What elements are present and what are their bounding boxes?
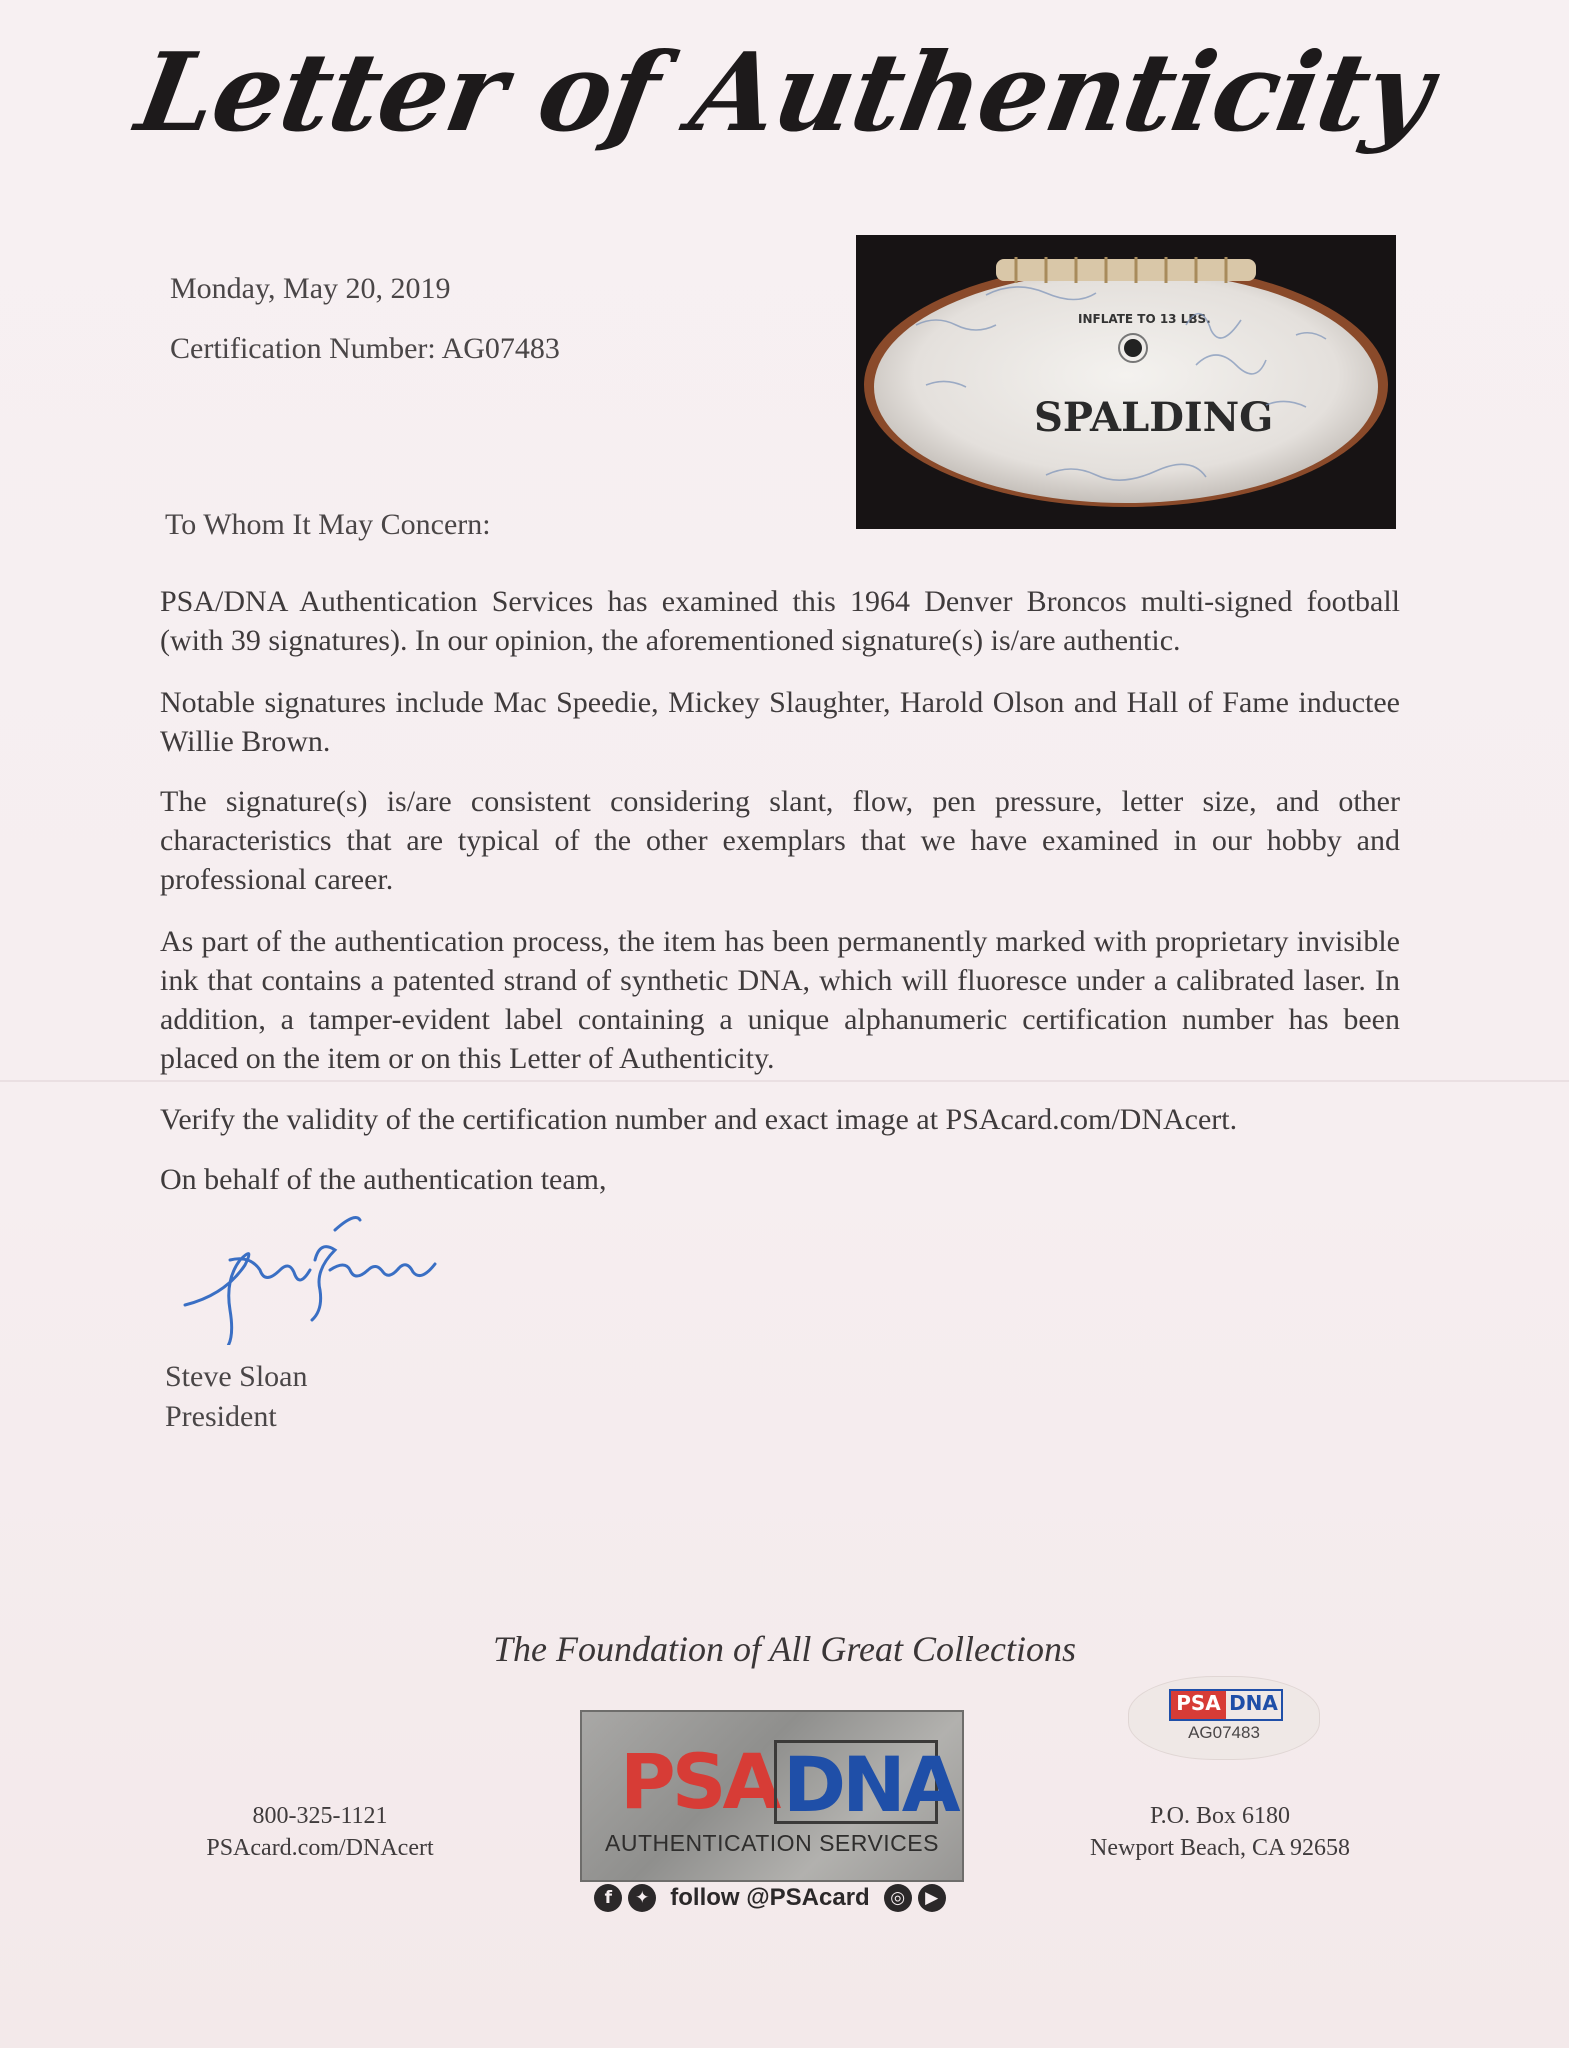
logo-subtitle: AUTHENTICATION SERVICES: [605, 1830, 939, 1856]
paragraph-closing: On behalf of the authentication team,: [160, 1163, 607, 1196]
letter-date: Monday, May 20, 2019: [170, 272, 451, 305]
salutation: To Whom It May Concern:: [165, 508, 491, 541]
psa-dna-hologram-logo: [580, 1710, 964, 1882]
logo-psa-text: PSA: [620, 1737, 778, 1826]
sticker-dna-text: DNA: [1229, 1691, 1278, 1715]
letter-title: Letter of Authenticity: [128, 30, 1441, 156]
signer-name: Steve Sloan: [165, 1360, 308, 1393]
football-brand-text: SPALDING: [1034, 394, 1274, 441]
signer-title: President: [165, 1400, 277, 1433]
footer-tagline: The Foundation of All Great Collections: [493, 1629, 1076, 1669]
follow-handle[interactable]: follow @PSAcard: [670, 1884, 870, 1911]
footer-contact-left: [160, 1800, 480, 1864]
certification-sticker: [1128, 1676, 1320, 1760]
handwritten-signature: [175, 1215, 475, 1345]
football-photo: [856, 235, 1396, 529]
twitter-icon[interactable]: ✦: [628, 1884, 656, 1912]
youtube-icon[interactable]: ▶: [918, 1884, 946, 1912]
sticker-psa-text: PSA: [1171, 1691, 1226, 1719]
footer-phone: 800-325-1121: [252, 1803, 388, 1829]
football-inflate-text: INFLATE TO 13 LBS.: [1078, 312, 1211, 326]
paragraph-examination: PSA/DNA Authentication Services has examined this 1964 Denver Broncos multi-signed football (with 39 signatures). In our opinion, the aforementioned signature(s) is/are authentic.: [160, 585, 1400, 657]
paragraph-dna-process: As part of the authentication process, the item has been permanently marked with proprietary invisible ink that contains a patented strand of synthetic DNA, which will fluoresce under a calibrated laser. In addition, a tamper-evident label containing a unique alphanumeric certification number has been placed on the item or on this Letter of Authenticity.: [160, 925, 1400, 1075]
paragraph-verify: Verify the validity of the certification number and exact image at PSAcard.com/DNAcert.: [160, 1103, 1238, 1136]
instagram-icon[interactable]: ◎: [884, 1884, 912, 1912]
sticker-cert-number: AG07483: [1188, 1723, 1260, 1742]
sticker-logo: [1169, 1689, 1283, 1721]
paragraph-notable-signatures: Notable signatures include Mac Speedie, Mickey Slaughter, Harold Olson and Hall of Fame inductee Willie Brown.: [160, 686, 1400, 758]
footer-contact-right: [1060, 1800, 1380, 1864]
facebook-icon[interactable]: f: [594, 1884, 622, 1912]
paper-fold-line: [0, 1080, 1569, 1082]
footer-website[interactable]: PSAcard.com/DNAcert: [206, 1835, 434, 1861]
social-follow-bar: [590, 1880, 950, 1916]
footer-city: Newport Beach, CA 92658: [1090, 1835, 1350, 1861]
logo-dna-text: DNA: [774, 1740, 938, 1824]
football-image: [856, 235, 1396, 529]
certification-number: Certification Number: AG07483: [170, 332, 560, 365]
paragraph-consistency: The signature(s) is/are consistent considering slant, flow, pen pressure, letter size, and other characteristics that are typical of the other exemplars that we have examined in our hobby and professional career.: [160, 785, 1400, 896]
footer-po-box: P.O. Box 6180: [1149, 1803, 1291, 1829]
